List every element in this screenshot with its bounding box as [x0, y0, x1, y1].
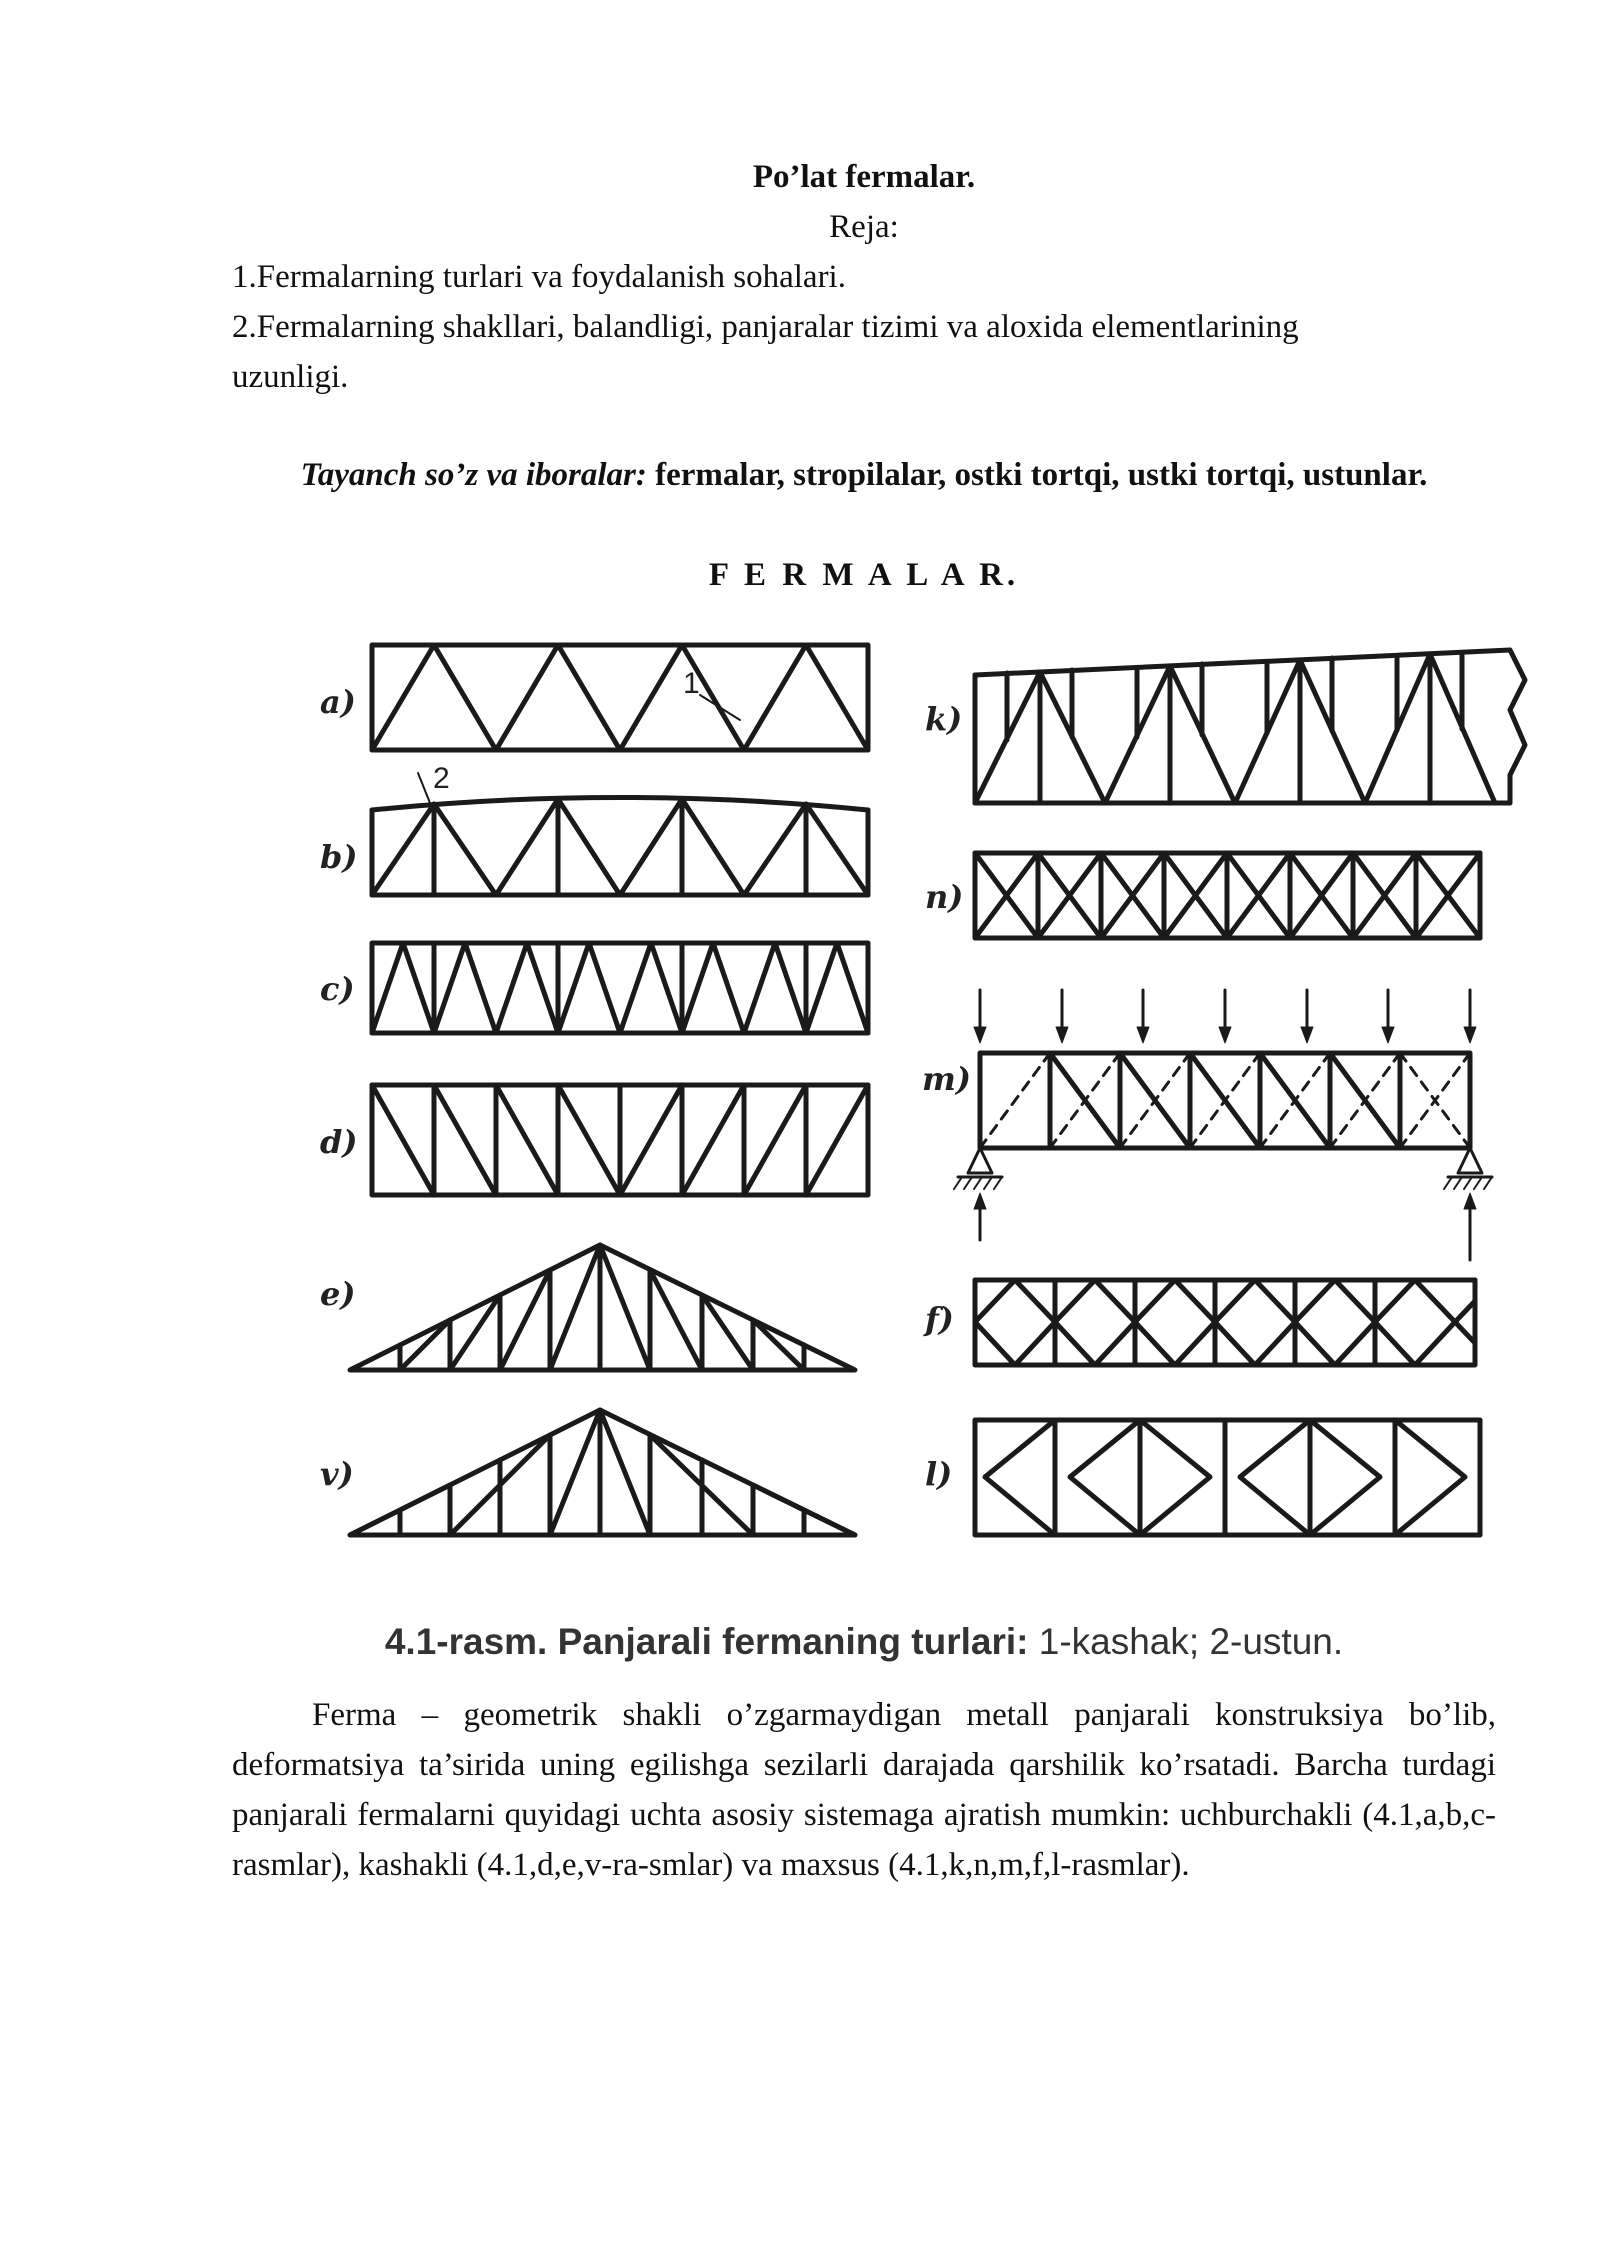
- label-c: c): [320, 970, 355, 1008]
- truss-v: [350, 1410, 855, 1535]
- label-d: d): [320, 1123, 358, 1161]
- truss-c: [372, 943, 868, 1033]
- callout-2: 2: [433, 762, 450, 795]
- label-f: f): [925, 1300, 954, 1338]
- truss-f: [975, 1280, 1475, 1365]
- keywords-text: fermalar, stropilalar, ostki tortqi, ustki tortqi, ustunlar.: [646, 457, 1428, 493]
- plan-label: Reja:: [829, 209, 899, 245]
- label-k: k): [925, 700, 963, 738]
- section-title: F E R M A L A R.: [708, 557, 1020, 593]
- truss-k: [975, 650, 1525, 803]
- label-v: v): [320, 1455, 354, 1493]
- label-m: m): [922, 1060, 971, 1098]
- truss-a: [372, 645, 868, 750]
- figure-caption: [232, 1616, 1496, 1668]
- plan-item-2: 2.Fermalarning shakllari, balandligi, panjaralar tizimi va aloxida elementlarining: [232, 309, 1299, 345]
- label-a: a): [320, 683, 356, 721]
- plan-item-2-continued: uzunligi.: [232, 359, 349, 395]
- keywords-block: [232, 450, 1496, 500]
- label-l: l): [925, 1455, 953, 1493]
- truss-types-figure: [310, 625, 1540, 1585]
- truss-n: [975, 853, 1480, 938]
- truss-m: [954, 990, 1492, 1260]
- label-e: e): [320, 1275, 356, 1313]
- caption-bold: 4.1-rasm. Panjarali fermaning turlari:: [384, 1621, 1029, 1662]
- label-b: b): [320, 838, 358, 876]
- truss-l: [975, 1420, 1480, 1535]
- plan-item-1: 1.Fermalarning turlari va foydalanish sohalari.: [232, 259, 846, 295]
- label-n: n): [925, 878, 964, 916]
- page-title: Po’lat fermalar.: [752, 159, 976, 195]
- truss-d: [372, 1085, 868, 1195]
- truss-e: [350, 1245, 855, 1370]
- callout-1: 1: [683, 667, 700, 700]
- body-paragraph: Ferma – geometrik shakli o’zgarmaydigan metall panjarali konstruksiya bo’lib, deformatsiya ta’sirida uning egilishga sezilarli darajada qarshilik ko’rsatadi. Barcha turdagi panjarali fermalarni quyidagi uchta asosiy sistemaga ajratish mumkin: uchburchakli (4.1,a,b,c-rasmlar), kashakli (4.1,d,e,v-ra-smlar) va maxsus (4.1,k,n,m,f,l-rasmlar).: [232, 1697, 1496, 1883]
- caption-rest: 1-kashak; 2-ustun.: [1028, 1621, 1344, 1662]
- keywords-label: Tayanch so’z va iboralar:: [300, 457, 647, 493]
